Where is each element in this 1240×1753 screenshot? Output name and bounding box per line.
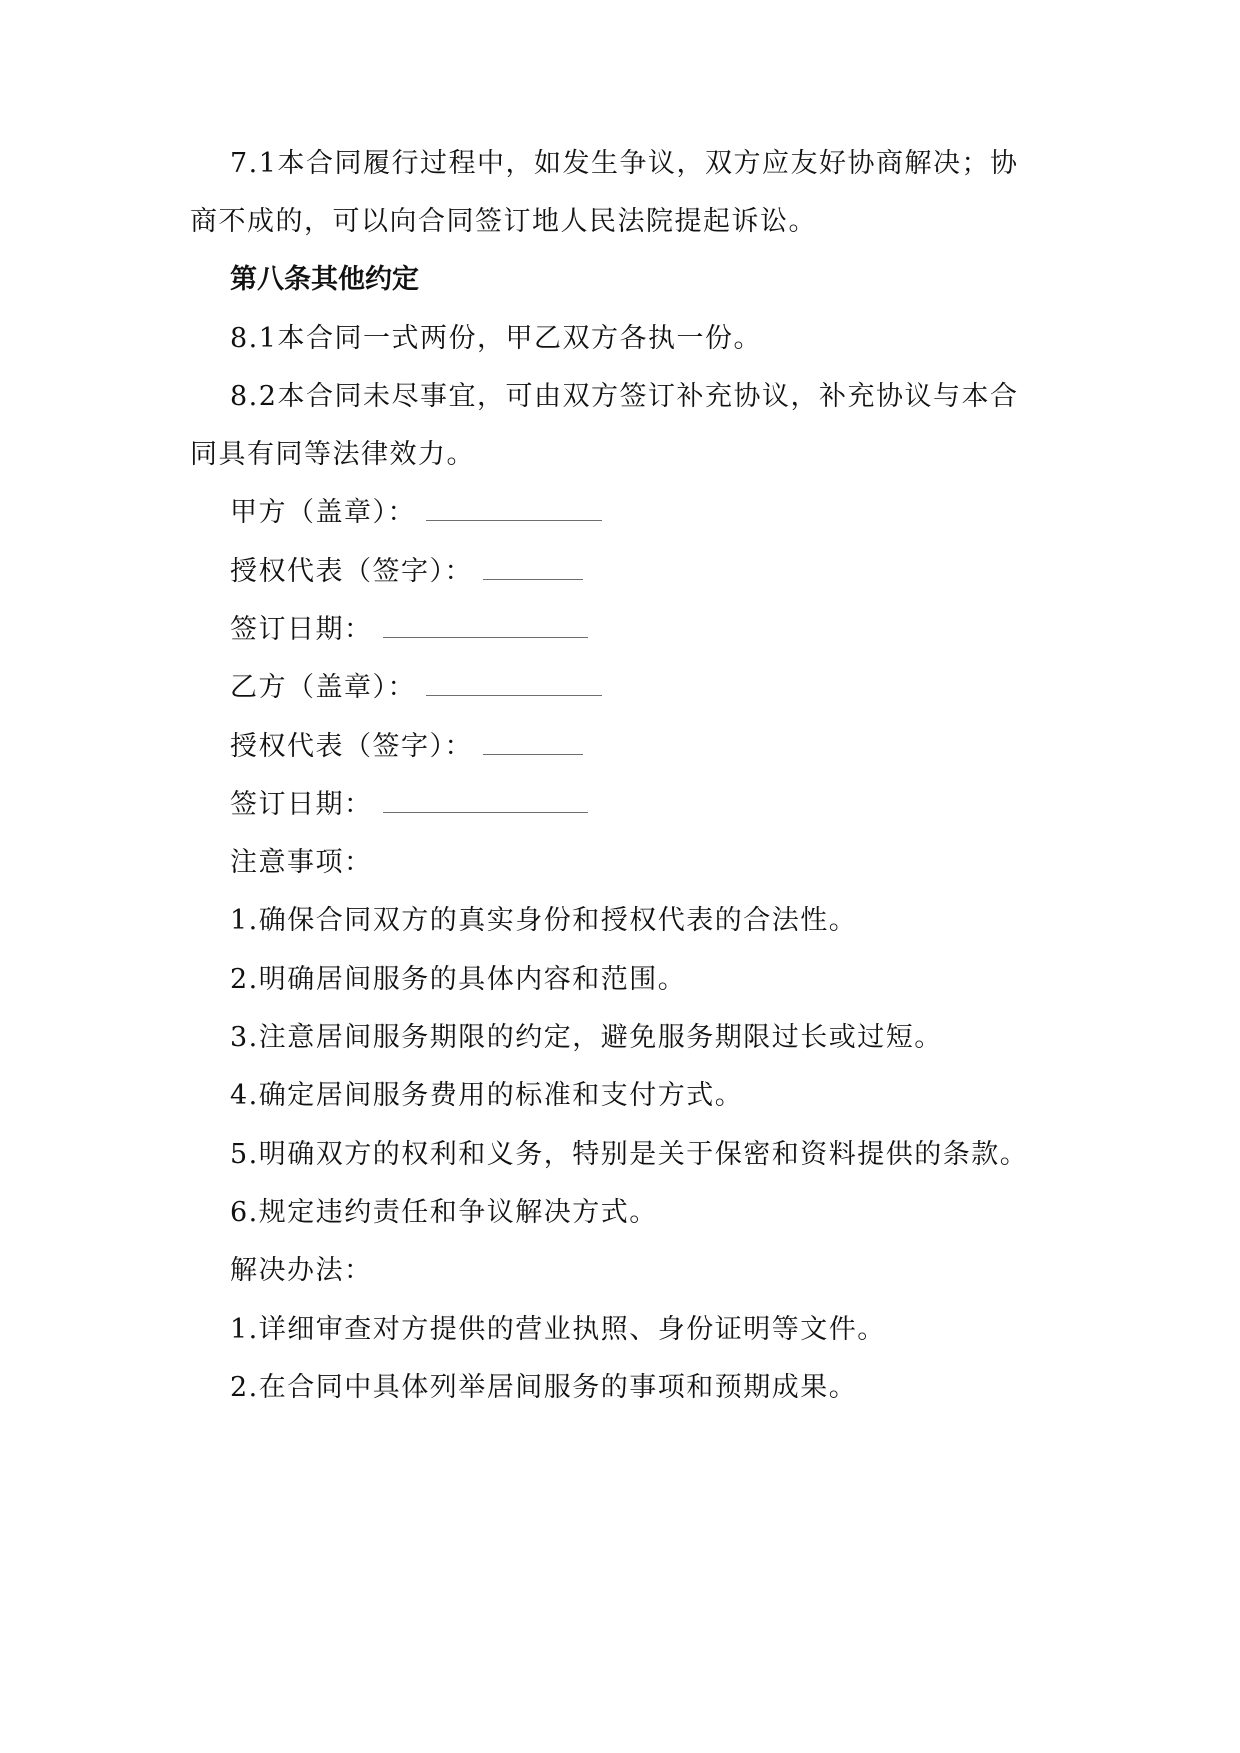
- notes-item: 1.确保合同双方的真实身份和授权代表的合法性。: [230, 905, 858, 936]
- notes-item: 5.明确双方的权利和义务，特别是关于保密和资料提供的条款。: [230, 1139, 1029, 1170]
- solutions-item: 2.在合同中具体列举居间服务的事项和预期成果。: [230, 1372, 858, 1403]
- party-b-date-label: 签订日期：: [230, 789, 373, 820]
- clause-8-2-line-1: 8.2本合同未尽事宜，可由双方签订补充协议，补充协议与本合: [230, 381, 1019, 412]
- party-b-seal-row: [230, 670, 1100, 706]
- party-a-rep-blank[interactable]: [483, 555, 583, 580]
- party-b-rep-row: [230, 729, 1100, 765]
- clause-7-1-line-1: 7.1本合同履行过程中，如发生争议，双方应友好协商解决；协: [230, 148, 1019, 179]
- notes-heading: 注意事项：: [230, 847, 373, 878]
- party-b-seal-label: 乙方（盖章）：: [230, 672, 416, 703]
- party-b-date-row: [230, 787, 1100, 823]
- party-a-date-label: 签订日期：: [230, 614, 373, 645]
- clause-7-1-line-2: 商不成的，可以向合同签订地人民法院提起诉讼。: [190, 206, 817, 237]
- party-a-seal-blank[interactable]: [426, 496, 602, 521]
- party-a-date-row: [230, 612, 1100, 648]
- party-b-rep-label: 授权代表（签字）：: [230, 731, 473, 762]
- party-a-date-blank[interactable]: [383, 613, 588, 638]
- party-a-seal-row: [230, 495, 1100, 531]
- party-b-date-blank[interactable]: [383, 788, 588, 813]
- notes-item: 3.注意居间服务期限的约定，避免服务期限过长或过短。: [230, 1022, 943, 1053]
- article-8-heading: 第八条其他约定: [230, 264, 419, 295]
- clause-8-2-line-2: 同具有同等法律效力。: [190, 439, 475, 470]
- clause-8-1: 8.1本合同一式两份，甲乙双方各执一份。: [230, 323, 762, 354]
- party-a-seal-label: 甲方（盖章）：: [230, 497, 416, 528]
- solutions-item: 1.详细审查对方提供的营业执照、身份证明等文件。: [230, 1314, 886, 1345]
- party-b-seal-blank[interactable]: [426, 671, 602, 696]
- party-a-rep-label: 授权代表（签字）：: [230, 556, 473, 587]
- notes-item: 4.确定居间服务费用的标准和支付方式。: [230, 1080, 744, 1111]
- party-a-rep-row: [230, 554, 1100, 590]
- notes-item: 2.明确居间服务的具体内容和范围。: [230, 964, 687, 995]
- party-b-rep-blank[interactable]: [483, 730, 583, 755]
- notes-item: 6.规定违约责任和争议解决方式。: [230, 1197, 658, 1228]
- solutions-heading: 解决办法：: [230, 1255, 373, 1286]
